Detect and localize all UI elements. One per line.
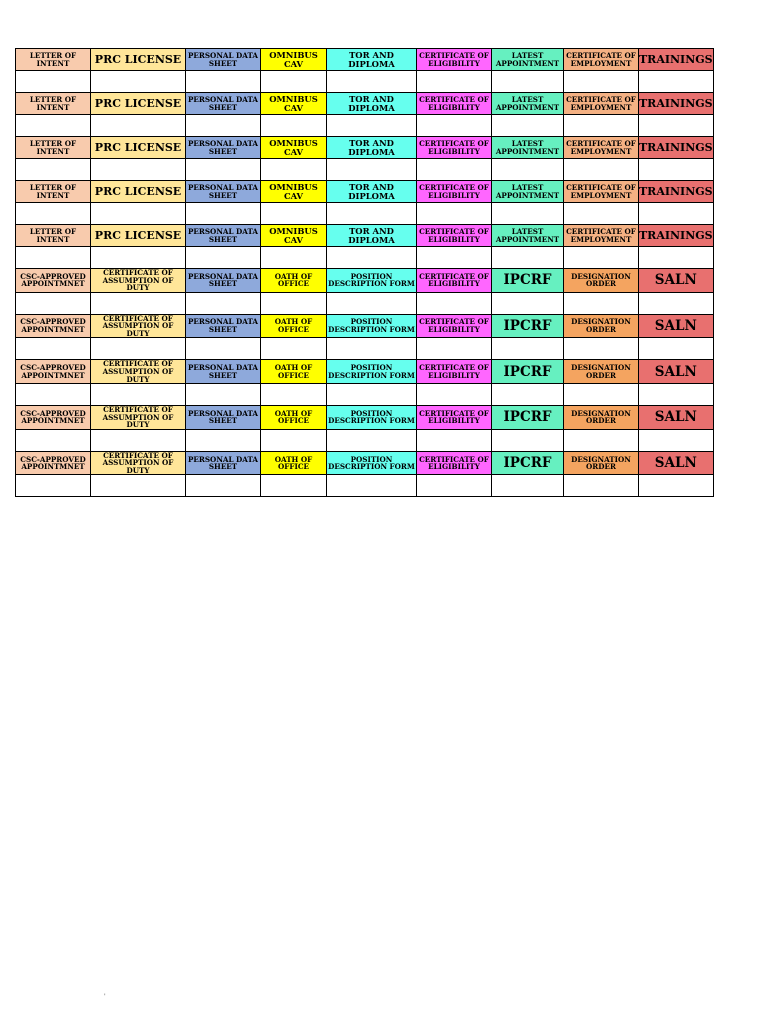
label-cell: CSC-APPROVED APPOINTMNET [16, 451, 91, 475]
label-cell: CERTIFICATE OF ASSUMPTION OF DUTY [91, 269, 186, 293]
blank-cell [492, 247, 564, 269]
label-cell: CERTIFICATE OF ASSUMPTION OF DUTY [91, 314, 186, 338]
blank-cell [417, 475, 492, 497]
label-cell: LETTER OF INTENT [16, 137, 91, 159]
blank-cell [564, 475, 639, 497]
label-cell: TRAININGS [639, 137, 714, 159]
label-cell: CSC-APPROVED APPOINTMNET [16, 314, 91, 338]
label-cell: PERSONAL DATA SHEET [186, 181, 261, 203]
blank-row [16, 71, 714, 93]
label-cell: TOR AND DIPLOMA [327, 225, 417, 247]
blank-cell [186, 384, 261, 406]
label-cell: CERTIFICATE OF EMPLOYMENT [564, 181, 639, 203]
label-cell: LETTER OF INTENT [16, 49, 91, 71]
blank-cell [327, 338, 417, 360]
label-row [16, 406, 714, 430]
label-cell: CERTIFICATE OF ELIGIBILITY [417, 225, 492, 247]
label-cell: TOR AND DIPLOMA [327, 49, 417, 71]
label-cell: CERTIFICATE OF ELIGIBILITY [417, 360, 492, 384]
label-row [16, 269, 714, 293]
blank-cell [492, 292, 564, 314]
label-cell: OMNIBUS CAV [261, 137, 327, 159]
blank-cell [327, 475, 417, 497]
blank-cell [417, 159, 492, 181]
blank-cell [564, 71, 639, 93]
blank-cell [91, 247, 186, 269]
blank-cell [261, 384, 327, 406]
blank-cell [564, 115, 639, 137]
label-cell: CSC-APPROVED APPOINTMNET [16, 406, 91, 430]
blank-cell [564, 159, 639, 181]
blank-cell [261, 71, 327, 93]
blank-row [16, 475, 714, 497]
blank-cell [564, 203, 639, 225]
label-cell: SALN [639, 314, 714, 338]
label-cell: PRC LICENSE [91, 93, 186, 115]
label-cell: PERSONAL DATA SHEET [186, 225, 261, 247]
label-cell: PERSONAL DATA SHEET [186, 406, 261, 430]
label-row [16, 181, 714, 203]
blank-cell [417, 115, 492, 137]
blank-cell [327, 115, 417, 137]
blank-cell [186, 203, 261, 225]
label-cell: TOR AND DIPLOMA [327, 93, 417, 115]
blank-cell [639, 203, 714, 225]
blank-cell [261, 203, 327, 225]
label-cell: POSITION DESCRIPTION FORM [327, 406, 417, 430]
label-row [16, 225, 714, 247]
label-cell: CSC-APPROVED APPOINTMNET [16, 269, 91, 293]
label-cell: LETTER OF INTENT [16, 225, 91, 247]
blank-cell [16, 292, 91, 314]
label-cell: IPCRF [492, 314, 564, 338]
blank-cell [327, 429, 417, 451]
label-cell: CERTIFICATE OF ELIGIBILITY [417, 406, 492, 430]
blank-cell [261, 247, 327, 269]
blank-cell [261, 475, 327, 497]
label-cell: TRAININGS [639, 49, 714, 71]
blank-cell [16, 71, 91, 93]
label-cell: TRAININGS [639, 181, 714, 203]
blank-cell [186, 429, 261, 451]
label-cell: IPCRF [492, 360, 564, 384]
blank-cell [186, 247, 261, 269]
blank-cell [327, 247, 417, 269]
label-cell: SALN [639, 451, 714, 475]
label-cell: LATEST APPOINTMENT [492, 49, 564, 71]
label-cell: TRAININGS [639, 93, 714, 115]
label-cell: DESIGNATION ORDER [564, 451, 639, 475]
blank-cell [417, 429, 492, 451]
blank-cell [16, 384, 91, 406]
blank-cell [16, 475, 91, 497]
blank-row [16, 247, 714, 269]
label-cell: LATEST APPOINTMENT [492, 137, 564, 159]
label-cell: PRC LICENSE [91, 49, 186, 71]
label-cell: DESIGNATION ORDER [564, 269, 639, 293]
label-cell: CERTIFICATE OF ELIGIBILITY [417, 269, 492, 293]
label-cell: DESIGNATION ORDER [564, 360, 639, 384]
blank-row [16, 159, 714, 181]
blank-row [16, 338, 714, 360]
blank-cell [91, 384, 186, 406]
blank-cell [417, 71, 492, 93]
label-cell: PRC LICENSE [91, 181, 186, 203]
blank-cell [564, 247, 639, 269]
blank-cell [492, 71, 564, 93]
label-cell: LATEST APPOINTMENT [492, 181, 564, 203]
blank-cell [261, 292, 327, 314]
label-cell: DESIGNATION ORDER [564, 314, 639, 338]
label-cell: PERSONAL DATA SHEET [186, 269, 261, 293]
label-cell: OATH OF OFFICE [261, 451, 327, 475]
blank-cell [16, 338, 91, 360]
label-cell: CERTIFICATE OF ASSUMPTION OF DUTY [91, 451, 186, 475]
blank-cell [186, 292, 261, 314]
blank-cell [492, 115, 564, 137]
label-cell: POSITION DESCRIPTION FORM [327, 360, 417, 384]
blank-cell [261, 338, 327, 360]
blank-cell [261, 429, 327, 451]
label-cell: PRC LICENSE [91, 137, 186, 159]
blank-cell [261, 115, 327, 137]
label-cell: TOR AND DIPLOMA [327, 181, 417, 203]
label-row [16, 360, 714, 384]
label-cell: CERTIFICATE OF ELIGIBILITY [417, 181, 492, 203]
blank-cell [417, 292, 492, 314]
blank-cell [327, 292, 417, 314]
label-cell: OMNIBUS CAV [261, 93, 327, 115]
blank-cell [16, 247, 91, 269]
label-cell: CSC-APPROVED APPOINTMNET [16, 360, 91, 384]
blank-cell [564, 338, 639, 360]
blank-cell [186, 71, 261, 93]
label-cell: OATH OF OFFICE [261, 360, 327, 384]
label-cell: LATEST APPOINTMENT [492, 93, 564, 115]
blank-cell [91, 292, 186, 314]
blank-row [16, 384, 714, 406]
label-cell: PERSONAL DATA SHEET [186, 360, 261, 384]
blank-cell [91, 203, 186, 225]
label-cell: DESIGNATION ORDER [564, 406, 639, 430]
label-cell: PRC LICENSE [91, 225, 186, 247]
label-row [16, 137, 714, 159]
label-cell: CERTIFICATE OF EMPLOYMENT [564, 49, 639, 71]
label-cell: POSITION DESCRIPTION FORM [327, 269, 417, 293]
blank-cell [492, 159, 564, 181]
label-cell: LETTER OF INTENT [16, 93, 91, 115]
label-cell: PERSONAL DATA SHEET [186, 314, 261, 338]
blank-cell [417, 247, 492, 269]
label-row [16, 451, 714, 475]
blank-cell [564, 429, 639, 451]
label-cell: SALN [639, 360, 714, 384]
blank-cell [639, 384, 714, 406]
blank-cell [639, 247, 714, 269]
label-cell: IPCRF [492, 451, 564, 475]
label-cell: PERSONAL DATA SHEET [186, 451, 261, 475]
label-cell: OMNIBUS CAV [261, 181, 327, 203]
blank-cell [639, 338, 714, 360]
blank-cell [492, 475, 564, 497]
blank-cell [327, 159, 417, 181]
blank-cell [16, 203, 91, 225]
blank-cell [186, 159, 261, 181]
blank-row [16, 115, 714, 137]
label-cell: LATEST APPOINTMENT [492, 225, 564, 247]
label-cell: TOR AND DIPLOMA [327, 137, 417, 159]
label-cell: OMNIBUS CAV [261, 225, 327, 247]
stray-mark: ' [104, 993, 106, 1000]
blank-cell [16, 429, 91, 451]
label-cell: CERTIFICATE OF ELIGIBILITY [417, 93, 492, 115]
label-table-body [16, 49, 714, 497]
label-cell: OATH OF OFFICE [261, 314, 327, 338]
blank-cell [639, 292, 714, 314]
label-cell: OMNIBUS CAV [261, 49, 327, 71]
label-cell: CERTIFICATE OF ELIGIBILITY [417, 314, 492, 338]
label-cell: PERSONAL DATA SHEET [186, 49, 261, 71]
label-cell: CERTIFICATE OF EMPLOYMENT [564, 93, 639, 115]
blank-cell [186, 338, 261, 360]
label-row [16, 93, 714, 115]
blank-cell [564, 384, 639, 406]
blank-cell [492, 384, 564, 406]
label-cell: LETTER OF INTENT [16, 181, 91, 203]
label-cell: SALN [639, 269, 714, 293]
label-cell: SALN [639, 406, 714, 430]
blank-cell [417, 338, 492, 360]
label-cell: OATH OF OFFICE [261, 406, 327, 430]
blank-cell [16, 115, 91, 137]
blank-cell [417, 384, 492, 406]
blank-cell [186, 475, 261, 497]
blank-cell [91, 115, 186, 137]
blank-cell [492, 203, 564, 225]
label-cell: TRAININGS [639, 225, 714, 247]
blank-cell [639, 475, 714, 497]
blank-cell [261, 159, 327, 181]
label-cell: CERTIFICATE OF ASSUMPTION OF DUTY [91, 406, 186, 430]
label-row [16, 49, 714, 71]
blank-cell [91, 71, 186, 93]
blank-cell [91, 338, 186, 360]
blank-cell [639, 159, 714, 181]
blank-cell [492, 338, 564, 360]
label-cell: POSITION DESCRIPTION FORM [327, 314, 417, 338]
label-cell: CERTIFICATE OF EMPLOYMENT [564, 137, 639, 159]
blank-row [16, 203, 714, 225]
label-row [16, 314, 714, 338]
label-cell: CERTIFICATE OF ELIGIBILITY [417, 49, 492, 71]
blank-cell [91, 475, 186, 497]
label-cell: POSITION DESCRIPTION FORM [327, 451, 417, 475]
blank-row [16, 292, 714, 314]
blank-cell [327, 203, 417, 225]
label-cell: CERTIFICATE OF ELIGIBILITY [417, 137, 492, 159]
blank-cell [417, 203, 492, 225]
blank-cell [639, 429, 714, 451]
blank-cell [16, 159, 91, 181]
blank-cell [91, 429, 186, 451]
blank-cell [639, 115, 714, 137]
label-cell: CERTIFICATE OF ASSUMPTION OF DUTY [91, 360, 186, 384]
document-label-table [15, 48, 714, 497]
label-cell: IPCRF [492, 406, 564, 430]
blank-cell [327, 71, 417, 93]
blank-cell [639, 71, 714, 93]
blank-row [16, 429, 714, 451]
blank-cell [564, 292, 639, 314]
label-cell: OATH OF OFFICE [261, 269, 327, 293]
label-cell: PERSONAL DATA SHEET [186, 137, 261, 159]
label-cell: CERTIFICATE OF EMPLOYMENT [564, 225, 639, 247]
blank-cell [186, 115, 261, 137]
blank-cell [327, 384, 417, 406]
blank-cell [492, 429, 564, 451]
label-cell: IPCRF [492, 269, 564, 293]
label-cell: CERTIFICATE OF ELIGIBILITY [417, 451, 492, 475]
blank-cell [91, 159, 186, 181]
label-cell: PERSONAL DATA SHEET [186, 93, 261, 115]
